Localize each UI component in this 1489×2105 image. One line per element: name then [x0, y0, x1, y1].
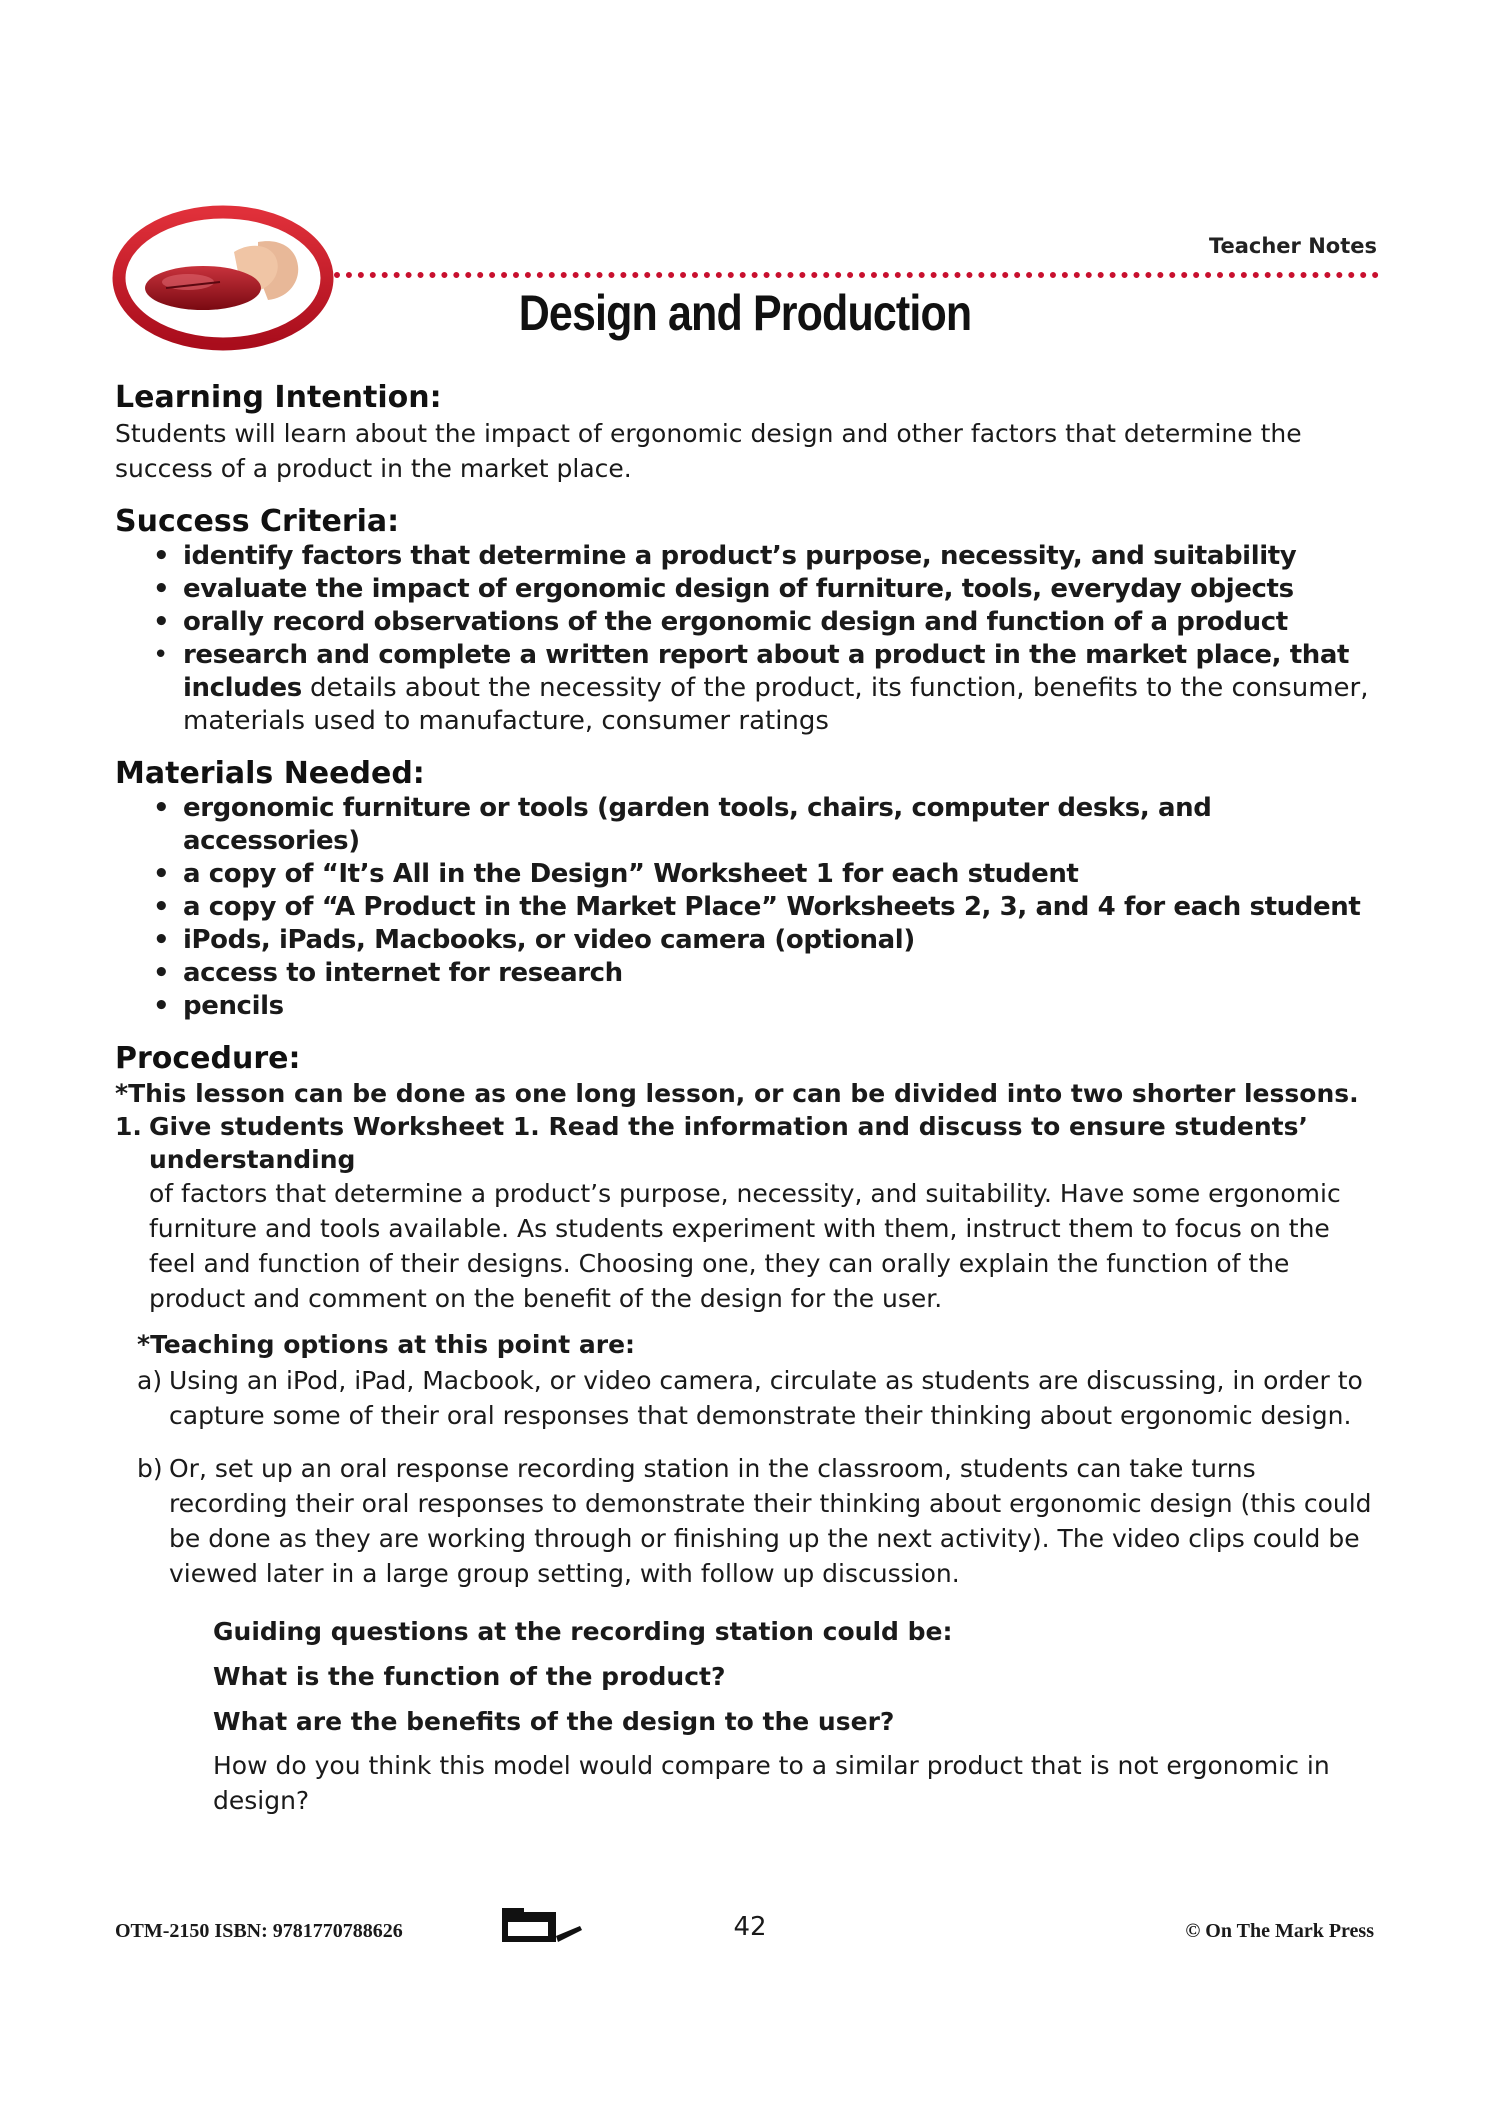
step-1-text: of factors that determine a product’s purpose, necessity, and suitability. Have some ergonomic furniture and tools available. As students experiment with them, instruct them to focus on the feel and function of their designs. Choosing one, they can orally explain the function of the product and comment on the benefit of the design for the user.: [149, 1179, 1341, 1313]
list-item: • access to internet for research: [153, 957, 1380, 990]
computer-mouse-hand-icon: [108, 202, 338, 354]
guiding-questions: [115, 1609, 1380, 1818]
option-label: b): [137, 1454, 163, 1483]
option-b-text: Or, set up an oral response recording station in the classroom, students can take turns recording their oral responses to demonstrate their thinking about ergonomic design (this could be done as they are working through or finishing up the next activity). The video clips could be viewed later in a large group setting, with follow up discussion.: [169, 1454, 1372, 1588]
list-item: • pencils: [153, 990, 1380, 1023]
list-item-detail-text: details about the necessity of the product, its function, benefits to the consumer, materials used to manufacture, consumer ratings: [183, 673, 1369, 736]
guiding-questions-heading: Guiding questions at the recording station could be:: [213, 1617, 953, 1646]
step-1-lead: Give students Worksheet 1. Read the information and discuss to ensure students’ understanding: [149, 1112, 1309, 1174]
teaching-option-b: [137, 1451, 1380, 1591]
teaching-option-a: [137, 1363, 1380, 1433]
list-item: • iPods, iPads, Macbooks, or video camera (optional): [153, 924, 1380, 957]
procedure-step-1: [115, 1110, 1380, 1316]
procedure-heading: Procedure:: [115, 1041, 301, 1076]
guiding-question-2: What are the benefits of the design to the user?: [213, 1707, 895, 1736]
procedure-section: [115, 1041, 1380, 1818]
page-number: 42: [733, 1912, 767, 1942]
content: [115, 380, 1380, 1836]
list-item-bold-text: research and complete a written report about a product in the market place, that includes: [183, 640, 1350, 703]
guiding-question-1: What is the function of the product?: [213, 1662, 726, 1691]
option-a-text: Using an iPod, iPad, Macbook, or video camera, circulate as students are discussing, in order to capture some of their oral responses that demonstrate their thinking about ergonomic design.: [169, 1366, 1363, 1430]
list-item: • evaluate the impact of ergonomic design of furniture, tools, everyday objects: [153, 573, 1380, 606]
list-item: • a copy of “It’s All in the Design” Worksheet 1 for each student: [153, 858, 1380, 891]
list-item: [153, 639, 1380, 738]
list-item: • identify factors that determine a product’s purpose, necessity, and suitability: [153, 540, 1380, 573]
list-item: • ergonomic furniture or tools (garden tools, chairs, computer desks, and accessories): [153, 792, 1380, 858]
learning-intention-heading: Learning Intention:: [115, 380, 442, 415]
option-label: a): [137, 1366, 163, 1395]
page-title: Design and Production: [518, 285, 972, 341]
learning-intention-section: [115, 380, 1380, 486]
list-item: • orally record observations of the ergonomic design and function of a product: [153, 606, 1380, 639]
success-criteria-heading: Success Criteria:: [115, 504, 400, 539]
materials-heading: Materials Needed:: [115, 756, 425, 791]
materials-section: [115, 756, 1380, 1023]
learning-intention-text: Students will learn about the impact of ergonomic design and other factors that determine the success of a product in the market place.: [115, 419, 1302, 483]
header-label: Teacher Notes: [1208, 234, 1377, 258]
dotted-divider: [334, 272, 1379, 278]
footer-copyright: © On The Mark Press: [1185, 1920, 1374, 1942]
procedure-note: *This lesson can be done as one long lesson, or can be divided into two shorter lessons.: [115, 1079, 1359, 1108]
teaching-options: [115, 1328, 1380, 1591]
projector-icon: [498, 1904, 586, 1948]
success-criteria-section: [115, 504, 1380, 738]
footer-isbn: OTM-2150 ISBN: 9781770788626: [115, 1920, 403, 1942]
success-criteria-list: [115, 540, 1380, 738]
materials-list: [115, 792, 1380, 1023]
list-item: • a copy of “A Product in the Market Place” Worksheets 2, 3, and 4 for each student: [153, 891, 1380, 924]
step-number: 1.: [115, 1112, 142, 1141]
guiding-question-3: How do you think this model would compare to a similar product that is not ergonomic in design?: [213, 1751, 1330, 1815]
teaching-options-heading: *Teaching options at this point are:: [137, 1330, 636, 1359]
